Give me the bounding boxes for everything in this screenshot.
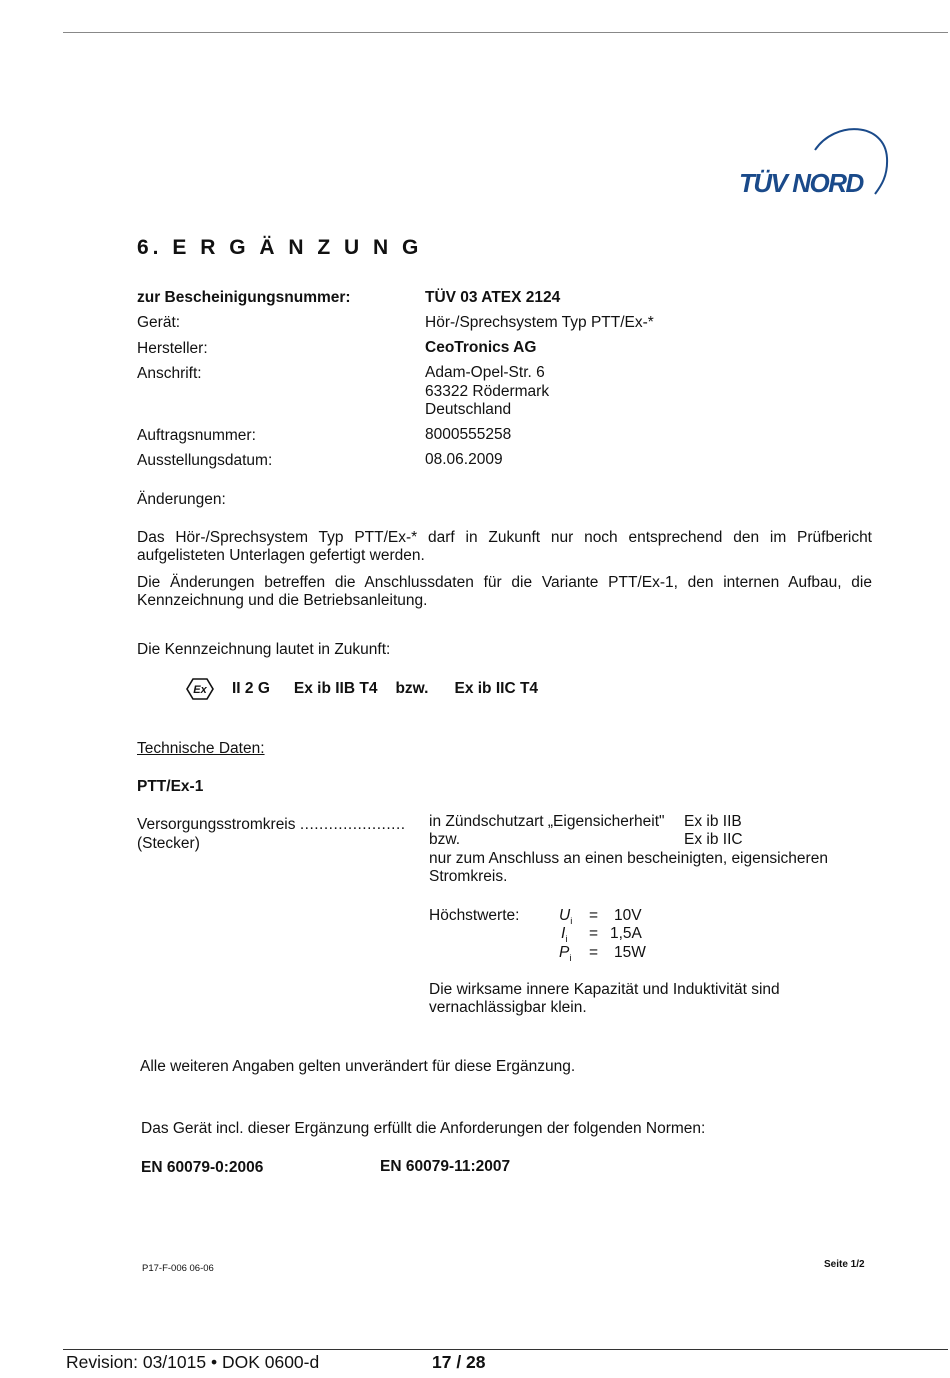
max-value-subscript: i (565, 934, 568, 946)
revision-text: Revision: 03/1015 • DOK 0600-d (66, 1352, 320, 1372)
circuit-sub: (Stecker) (137, 835, 200, 852)
manufacturer-value: CeoTronics AG (425, 339, 537, 356)
max-value-symbol: I (561, 925, 566, 942)
connection-note: nur zum Anschluss an einen bescheinigten, eigensicheren Stromkreis. (429, 850, 828, 885)
norm-2: EN 60079-11:2007 (380, 1158, 511, 1175)
ex-hexagon-icon (186, 678, 214, 700)
address-line-2: 63322 Rödermark (425, 383, 550, 400)
date-value: 08.06.2009 (425, 451, 503, 468)
bottom-rule (63, 1349, 948, 1350)
changes-heading: Änderungen: (137, 491, 226, 508)
top-rule (63, 32, 948, 33)
technical-heading: Technische Daten: (137, 740, 265, 757)
date-label: Ausstellungsdatum: (137, 452, 273, 469)
capacity-note: Die wirksame innere Kapazität und Induktivität sind vernachlässigbar klein. (429, 981, 780, 1016)
cert-label: zur Bescheinigungsnummer: (137, 289, 351, 306)
marking-group: II 2 G (232, 680, 270, 697)
max-value-eq: = (589, 944, 599, 961)
unchanged-note: Alle weiteren Angaben gelten unverändert für diese Ergänzung. (140, 1058, 576, 1075)
ex-marking-row (186, 678, 538, 700)
circuit-label-line (137, 816, 406, 834)
changes-paragraph-2: Die Änderungen betreffen die Anschlussdaten für die Variante PTT/Ex-1, den internen Aufbau, die Kennzeichnung und die Betriebsanleitung. (137, 574, 872, 609)
max-value-row (559, 944, 571, 968)
address-line-3: Deutschland (425, 401, 512, 418)
device-label: Gerät: (137, 314, 181, 331)
tuv-nord-logo (735, 128, 895, 200)
max-value-subscript: i (570, 916, 573, 928)
cert-value: TÜV 03 ATEX 2124 (425, 289, 561, 306)
norm-1: EN 60079-0:2006 (141, 1159, 264, 1176)
marking-intro: Die Kennzeichnung lautet in Zukunft: (137, 641, 391, 658)
manufacturer-label: Hersteller: (137, 340, 208, 357)
protection-bzw: bzw. (429, 831, 461, 848)
form-id: P17-F-006 06-06 (142, 1263, 214, 1274)
max-value-symbol: P (559, 944, 570, 961)
order-label: Auftragsnummer: (137, 427, 256, 444)
protection-line: in Zündschutzart „Eigensicherheit" (429, 813, 665, 830)
address-line-1: Adam-Opel-Str. 6 (425, 364, 545, 381)
norms-intro: Das Gerät incl. dieser Ergänzung erfüllt die Anforderungen der folgenden Normen: (141, 1120, 706, 1137)
max-value-symbol: U (559, 907, 571, 924)
logo-text: TÜV NORD (739, 168, 863, 198)
changes-paragraph-1: Das Hör-/Sprechsystem Typ PTT/Ex-* darf in Zukunft nur noch entsprechend den im Prüfbericht aufgelisteten Unterlagen gefertigt werden. (137, 529, 872, 564)
section-title: 6. E R G Ä N Z U N G (137, 236, 423, 259)
address-label: Anschrift: (137, 365, 202, 382)
marking-conj: bzw. (395, 680, 429, 697)
max-value-val: 1,5A (610, 925, 642, 942)
max-value-subscript: i (569, 953, 572, 965)
max-value-val: 15W (614, 944, 646, 961)
max-value-eq: = (589, 907, 599, 924)
marking-code-1: Ex ib IIB T4 (293, 680, 378, 697)
max-value-val: 10V (614, 907, 642, 924)
max-value-eq: = (589, 925, 599, 942)
device-value: Hör-/Sprechsystem Typ PTT/Ex-* (425, 314, 654, 331)
protection-a: Ex ib IIB (684, 813, 742, 830)
max-values-label: Höchstwerte: (429, 907, 520, 924)
circuit-dots: ...................... (299, 816, 406, 833)
form-page: Seite 1/2 (824, 1259, 865, 1270)
page-number: 17 / 28 (432, 1352, 486, 1372)
technical-variant: PTT/Ex-1 (137, 778, 204, 795)
order-value: 8000555258 (425, 426, 512, 443)
ex-symbol-text: Ex (193, 684, 207, 696)
circuit-label: Versorgungsstromkreis (137, 816, 296, 833)
protection-b: Ex ib IIC (684, 831, 743, 848)
marking-code-2: Ex ib IIC T4 (454, 680, 539, 697)
